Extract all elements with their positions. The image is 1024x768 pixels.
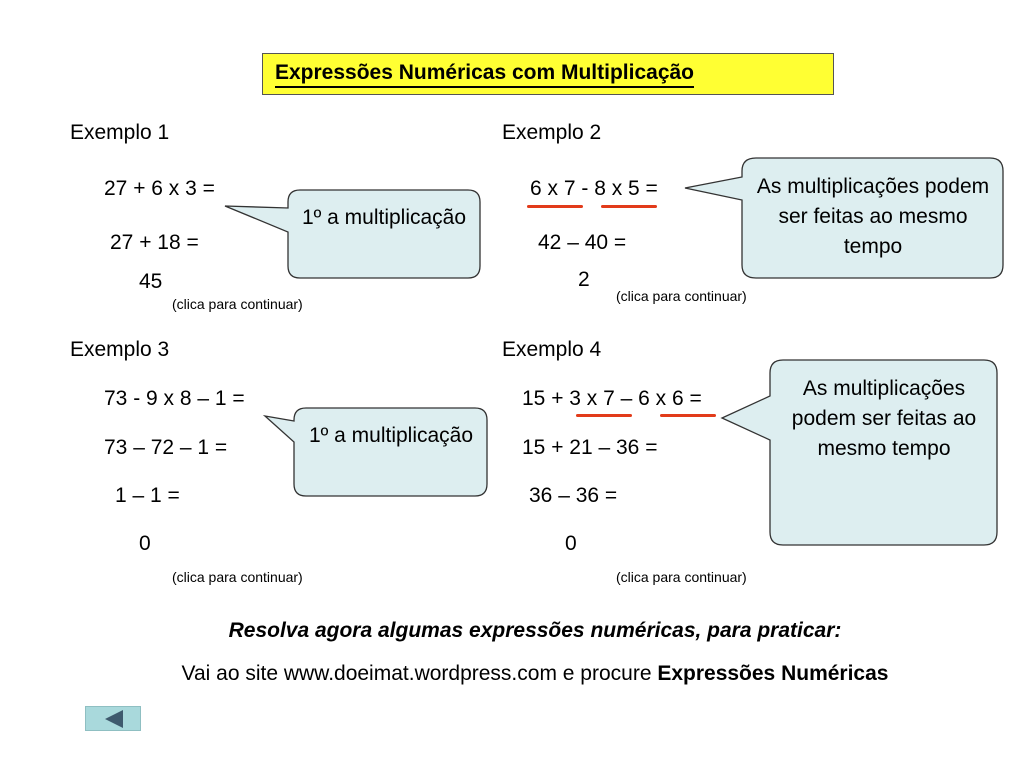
example-3-label: Exemplo 3 xyxy=(70,338,170,361)
example-4-result: 0 xyxy=(565,532,577,555)
page-title: Expressões Numéricas com Multiplicação xyxy=(275,61,694,88)
site-instruction-text: Vai ao site www.doeimat.wordpress.com e procure xyxy=(181,662,658,685)
callout-1-text: 1º a multiplicação xyxy=(301,206,467,229)
example-2-label: Exemplo 2 xyxy=(502,121,602,144)
example-4-continue-hint[interactable]: (clica para continuar) xyxy=(616,569,747,585)
highlight-underline xyxy=(601,205,657,208)
callout-2-text: As multiplicações podem ser feitas ao mesmo tempo xyxy=(756,175,990,258)
example-2-line-2: 42 – 40 = xyxy=(538,231,627,254)
example-1-result: 45 xyxy=(139,270,163,293)
example-3-continue-hint[interactable]: (clica para continuar) xyxy=(172,569,303,585)
site-instruction xyxy=(160,659,910,689)
example-1-continue-hint[interactable]: (clica para continuar) xyxy=(172,296,303,312)
back-button[interactable] xyxy=(85,706,141,731)
callout-4-text: As multiplicações podem ser feitas ao mesmo tempo xyxy=(791,377,977,460)
example-4-line-2: 15 + 21 – 36 = xyxy=(522,436,658,459)
highlight-underline xyxy=(527,205,583,208)
example-4-line-1: 15 + 3 x 7 – 6 x 6 = xyxy=(522,387,702,410)
example-4-label: Exemplo 4 xyxy=(502,338,602,361)
example-2-line-1: 6 x 7 - 8 x 5 = xyxy=(530,177,658,200)
example-3-line-3: 1 – 1 = xyxy=(115,484,180,507)
example-3-result: 0 xyxy=(139,532,151,555)
example-1-line-1: 27 + 6 x 3 = xyxy=(104,177,215,200)
example-3-line-1: 73 - 9 x 8 – 1 = xyxy=(104,387,245,410)
example-3-line-2: 73 – 72 – 1 = xyxy=(104,436,228,459)
triangle-left-icon xyxy=(105,710,123,728)
example-2-result: 2 xyxy=(578,268,590,291)
highlight-underline xyxy=(660,414,716,417)
example-2-continue-hint[interactable]: (clica para continuar) xyxy=(616,288,747,304)
example-4-line-3: 36 – 36 = xyxy=(529,484,618,507)
highlight-underline xyxy=(576,414,632,417)
site-instruction-bold: Expressões Numéricas xyxy=(657,662,889,685)
callout-3-text: 1º a multiplicação xyxy=(308,424,474,447)
example-1-label: Exemplo 1 xyxy=(70,121,170,144)
practice-heading: Resolva agora algumas expressões numéricas, para praticar: xyxy=(228,619,842,642)
example-1-line-2: 27 + 18 = xyxy=(110,231,199,254)
